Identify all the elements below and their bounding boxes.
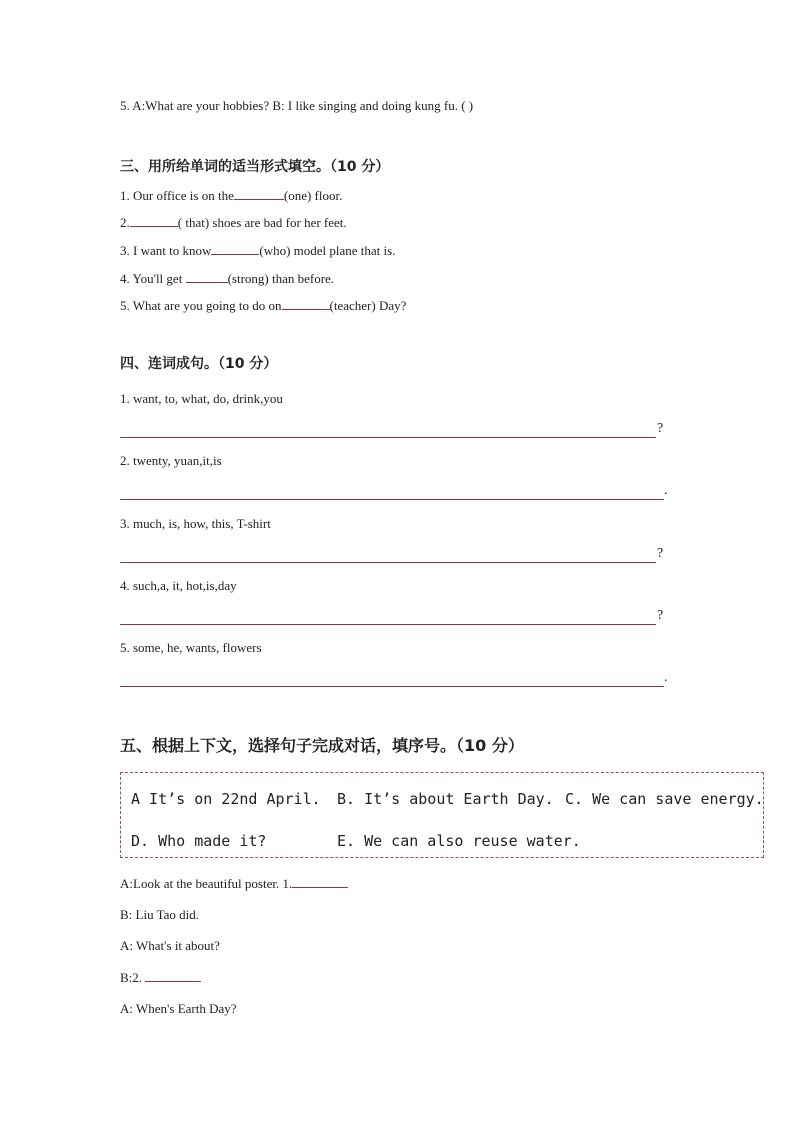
option-e: E. We can also reuse water. bbox=[337, 832, 581, 850]
s3-item-5-post: (teacher) Day? bbox=[329, 298, 407, 313]
s3-item-2 bbox=[120, 215, 347, 231]
s3-item-1-blank[interactable] bbox=[234, 199, 284, 200]
s4-item-4-words: 4. such,a, it, hot,is,day bbox=[120, 578, 237, 593]
s4-item-2-words: 2. twenty, yuan,it,is bbox=[120, 453, 222, 468]
dialogue-line-3: A: What's it about? bbox=[120, 938, 220, 953]
s3-item-3-blank[interactable] bbox=[211, 254, 259, 255]
s3-item-4 bbox=[120, 271, 334, 287]
question-5-previous: 5. A:What are your hobbies? B: I like singing and doing kung fu. ( ) bbox=[120, 98, 474, 113]
s3-item-2-blank[interactable] bbox=[130, 226, 178, 227]
s4-item-5-end: . bbox=[664, 670, 668, 685]
s4-item-2-answer-line[interactable] bbox=[120, 499, 664, 500]
s3-item-1-post: (one) floor. bbox=[283, 188, 343, 203]
s3-item-3-post: (who) model plane that is. bbox=[259, 243, 396, 258]
s3-item-1 bbox=[120, 188, 342, 204]
s4-item-1-words: 1. want, to, what, do, drink,you bbox=[120, 391, 283, 406]
section-4-title: 四、连词成句。（10 分） bbox=[120, 356, 278, 372]
option-a: A It’s on 22nd April. bbox=[131, 790, 321, 808]
s3-item-5-pre: 5. What are you going to do on bbox=[120, 298, 282, 313]
s4-item-1-answer-line[interactable] bbox=[120, 437, 656, 438]
section-5-title: 五、根据上下文，选择句子完成对话，填序号。（10 分） bbox=[120, 736, 524, 755]
s4-item-3-answer-line[interactable] bbox=[120, 562, 656, 563]
section-3-title: 三、用所给单词的适当形式填空。（10 分） bbox=[120, 159, 390, 175]
dialogue-line-4-text: B:2. bbox=[120, 970, 146, 985]
dialogue-line-1-text: A:Look at the beautiful poster. 1. bbox=[120, 876, 293, 891]
s4-item-5-answer-line[interactable] bbox=[120, 686, 664, 687]
s3-item-1-pre: 1. Our office is on the bbox=[120, 188, 234, 203]
s3-item-4-post: (strong) than before. bbox=[227, 271, 335, 286]
s4-item-3-words: 3. much, is, how, this, T-shirt bbox=[120, 516, 271, 531]
options-box bbox=[120, 772, 764, 858]
option-d: D. Who made it? bbox=[131, 832, 267, 850]
s4-item-2-end: . bbox=[664, 483, 668, 498]
dialogue-line-4 bbox=[120, 970, 201, 986]
option-c: C. We can save energy. bbox=[565, 790, 764, 808]
s3-item-5-blank[interactable] bbox=[282, 309, 330, 310]
s4-item-3-end: ? bbox=[657, 546, 664, 561]
s3-item-3-pre: 3. I want to know bbox=[120, 243, 212, 258]
s3-item-2-pre: 2. bbox=[120, 215, 130, 230]
s4-item-4-end: ? bbox=[657, 608, 664, 623]
dialogue-line-1 bbox=[120, 876, 348, 892]
s3-item-4-pre: 4. You'll get bbox=[120, 271, 186, 286]
dialogue-line-5: A: When's Earth Day? bbox=[120, 1001, 237, 1016]
s3-item-2-post: ( that) shoes are bad for her feet. bbox=[177, 215, 347, 230]
s3-item-5 bbox=[120, 298, 406, 314]
s4-item-4-answer-line[interactable] bbox=[120, 624, 656, 625]
s3-item-4-blank[interactable] bbox=[186, 282, 228, 283]
dialogue-blank-2[interactable] bbox=[145, 981, 201, 982]
dialogue-blank-1[interactable] bbox=[292, 887, 348, 888]
s3-item-3 bbox=[120, 243, 395, 259]
s4-item-5-words: 5. some, he, wants, flowers bbox=[120, 640, 262, 655]
option-b: B. It’s about Earth Day. bbox=[337, 790, 554, 808]
s4-item-1-end: ? bbox=[657, 421, 664, 436]
dialogue-line-2: B: Liu Tao did. bbox=[120, 907, 200, 922]
